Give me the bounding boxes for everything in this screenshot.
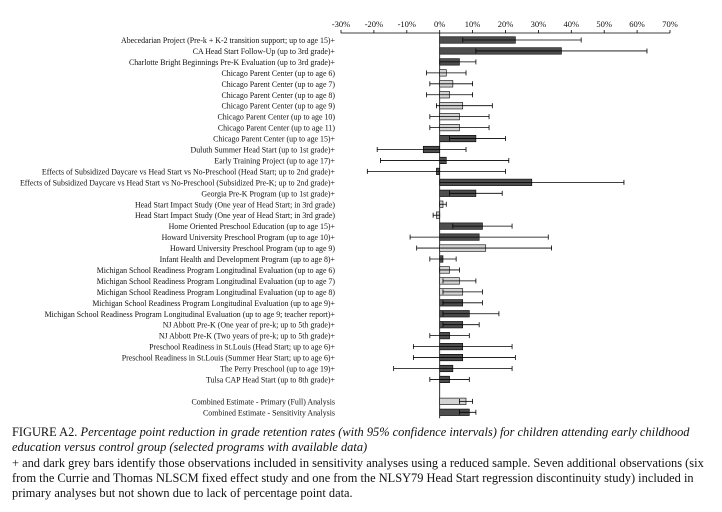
row-label: Tulsa CAP Head Start (up to 8th grade)+ — [205, 375, 335, 385]
row-label: Michigan School Readiness Program Longitudinal Evaluation (up to age 9)+ — [92, 298, 335, 308]
row-label: Chicago Parent Center (up to age 8) — [221, 90, 335, 100]
x-tick-label: -10% — [397, 19, 417, 29]
x-tick-label: -20% — [364, 19, 384, 29]
x-tick-label: 20% — [497, 19, 514, 29]
x-tick-label: 60% — [629, 19, 645, 29]
row-label: Abecedarian Project (Pre-k + K-2 transition support; up to age 15)+ — [121, 36, 335, 45]
x-tick-label: 40% — [563, 19, 580, 29]
row-label: Combined Estimate - Sensitivity Analysis — [203, 408, 335, 418]
row-label: Head Start Impact Study (One year of Head Start; in 3rd grade) — [134, 211, 335, 221]
figure-caption — [12, 425, 712, 501]
row-label: Howard University Preschool Program (up to age 10)+ — [161, 233, 335, 243]
x-axis — [332, 19, 678, 418]
row-label: Preschool Readiness in St.Louis (Head Start; up to age 6)+ — [149, 342, 335, 352]
row-label: Home Oriented Preschool Education (up to age 15)+ — [168, 222, 335, 232]
row-label: Effects of Subsidized Daycare vs Head Start vs No-Preschool (Subsidized Pre-K; up to 2nd grade)+ — [19, 178, 335, 188]
row-label: Chicago Parent Center (up to age 10) — [217, 112, 335, 122]
row-label: Howard University Preschool Program (up to age 9) — [169, 244, 335, 254]
chart-rows — [20, 36, 647, 417]
row-label: Michigan School Readiness Program Longitudinal Evaluation (up to age 8) — [96, 287, 335, 297]
row-label: The Perry Preschool (up to age 19)+ — [220, 364, 335, 374]
row-label: Michigan School Readiness Program Longitudinal Evaluation (up to age 9; teacher report)+ — [44, 309, 335, 319]
row-label: Chicago Parent Center (up to age 11) — [217, 123, 335, 133]
row-label: Head Start Impact Study (One year of Head Start; in 3rd grade) — [134, 200, 335, 210]
x-tick-label: 70% — [662, 19, 678, 29]
figure-label: FIGURE A2. — [12, 425, 78, 439]
x-tick-label: 50% — [596, 19, 612, 29]
row-label: NJ Abbott Pre-K (One year of pre-k; up to 5th grade)+ — [162, 320, 335, 330]
row-label: Chicago Parent Center (up to age 6) — [221, 68, 335, 78]
row-label: Chicago Parent Center (up to age 9) — [221, 101, 335, 111]
row-label: Combined Estimate - Primary (Full) Analysis — [191, 397, 335, 407]
figure-description: Percentage point reduction in grade retention rates (with 95% confidence intervals) for children attending early childhood education versus control group (selected programs with available data) — [12, 425, 690, 454]
row-label: Michigan School Readiness Program Longitudinal Evaluation (up to age 6) — [96, 265, 335, 275]
x-tick-label: 10% — [464, 19, 481, 29]
figure-note: + and dark grey bars identify those observations included in sensitivity analyses using a reduced sample. Seven additional observations (six from the Currie and Thomas NLSCM fixed effect study and one from the NLSY79 Head Start regression discontinuity study) included in primary analyses but not shown due to lack of percentage point data. — [12, 456, 704, 500]
row-label: CA Head Start Follow-Up (up to 3rd grade)+ — [192, 46, 335, 56]
row-label: Charlotte Bright Beginnings Pre-K Evaluation (up to 3rd grade)+ — [128, 57, 335, 67]
row-label: Infant Health and Development Program (up to age 8)+ — [159, 255, 335, 264]
x-tick-label: -30% — [331, 19, 351, 29]
row-label: Preschool Readiness in St.Louis (Summer Hear Start; up to age 6)+ — [121, 353, 335, 363]
row-label: Duluth Summer Head Start (up to 1st grade)+ — [190, 145, 335, 155]
row-label: Effects of Subsidized Daycare vs Head Start vs No-Preschool (Head Start; up to 2nd grade)+ — [41, 167, 335, 177]
x-tick-label: 30% — [530, 19, 547, 29]
row-label: Chicago Parent Center (up to age 7) — [221, 79, 335, 89]
row-label: Georgia Pre-K Program (up to 1st grade)+ — [201, 189, 335, 199]
row-label: Michigan School Readiness Program Longitudinal Evaluation (up to age 7) — [96, 276, 335, 286]
row-label: Early Training Project (up to age 17)+ — [214, 156, 335, 166]
row-label: NJ Abbott Pre-K (Two years of pre-k; up to 5th grade)+ — [158, 331, 335, 341]
x-tick-label: 0% — [434, 19, 446, 29]
row-label: Chicago Parent Center (up to age 15)+ — [213, 134, 335, 144]
